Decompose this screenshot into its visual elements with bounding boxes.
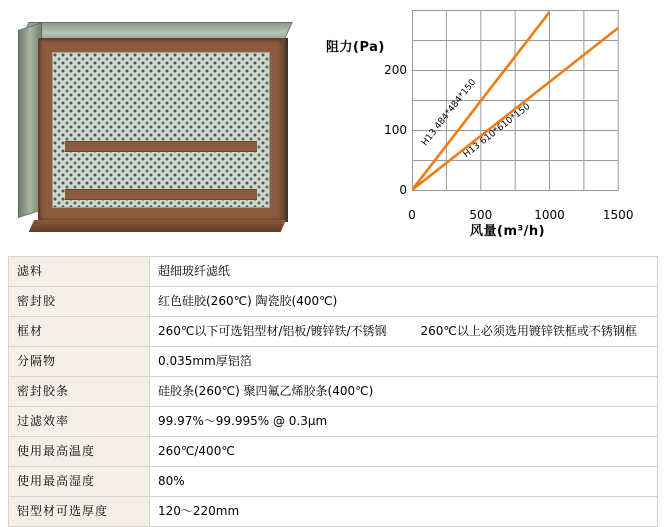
chart-gridlines	[412, 10, 618, 191]
table-row	[9, 287, 658, 317]
chart-xtick-1500: 1500	[602, 208, 634, 222]
table-row	[9, 437, 658, 467]
spec-key: 密封胶	[9, 287, 150, 317]
spec-value-text: 80%	[158, 474, 185, 488]
spec-value	[150, 467, 658, 497]
filter-front-frame	[38, 38, 284, 222]
spec-value-text: 0.035mm厚铝箔	[158, 354, 252, 368]
chart-xtick-1000: 1000	[534, 208, 565, 222]
chart-series-label-1: H13 484*484*150	[420, 77, 479, 148]
spec-value-extra: 260℃以上必须选用镀锌铁框或不锈钢框	[420, 324, 637, 338]
filter-media	[52, 52, 270, 208]
table-row	[9, 467, 658, 497]
chart-x-axis-label: 风量(m³/h)	[470, 224, 546, 239]
chart-ytick-0: 0	[399, 183, 407, 197]
spec-value-text: 260℃以下可选铝型材/铝板/镀锌铁/不锈钢	[158, 324, 387, 338]
spec-value-text: 硅胶条(260℃) 聚四氟乙烯胶条(400℃)	[158, 384, 374, 398]
specification-table	[8, 256, 658, 527]
spec-key: 密封胶条	[9, 377, 150, 407]
spec-value	[150, 257, 658, 287]
spec-value	[150, 317, 658, 347]
spec-value	[150, 377, 658, 407]
chart-plot-area	[384, 10, 634, 222]
chart-series-label-2: H13 610*610*150	[461, 101, 533, 160]
table-row	[9, 347, 658, 377]
table-row	[9, 257, 658, 287]
chart-ytick-100: 100	[384, 123, 407, 137]
frame-bottom-gasket	[29, 220, 286, 232]
spec-key: 过滤效率	[9, 407, 150, 437]
spec-value-text: 260℃/400℃	[158, 444, 235, 458]
spec-value	[150, 497, 658, 527]
spec-value-text: 超细玻纤滤纸	[158, 264, 231, 278]
filter-media-band	[65, 189, 257, 200]
spec-key: 滤料	[9, 257, 150, 287]
spec-value	[150, 437, 658, 467]
chart-y-axis-label: 阻力(Pa)	[326, 40, 385, 55]
spec-key: 使用最高湿度	[9, 467, 150, 497]
spec-value	[150, 287, 658, 317]
product-photo	[8, 8, 308, 240]
specification-table-body	[9, 257, 658, 527]
chart-xtick-0: 0	[408, 208, 416, 222]
chart-xtick-500: 500	[469, 208, 493, 222]
table-row	[9, 497, 658, 527]
frame-right-edge	[282, 38, 288, 222]
spec-value-text: 红色硅胶(260℃) 陶瓷胶(400℃)	[158, 294, 338, 308]
resistance-airflow-chart	[320, 4, 662, 244]
spec-value-text: 99.97%～99.995% @ 0.3μm	[158, 414, 328, 428]
filter-media-band	[65, 141, 257, 152]
table-row	[9, 317, 658, 347]
spec-value	[150, 347, 658, 377]
spec-value-text: 120～220mm	[158, 504, 240, 518]
spec-key: 框材	[9, 317, 150, 347]
spec-key: 使用最高温度	[9, 437, 150, 467]
spec-key: 分隔物	[9, 347, 150, 377]
chart-ytick-200: 200	[384, 63, 407, 77]
spec-key: 铝型材可选厚度	[9, 497, 150, 527]
spec-value	[150, 407, 658, 437]
table-row	[9, 407, 658, 437]
filter-illustration	[18, 22, 296, 230]
table-row	[9, 377, 658, 407]
